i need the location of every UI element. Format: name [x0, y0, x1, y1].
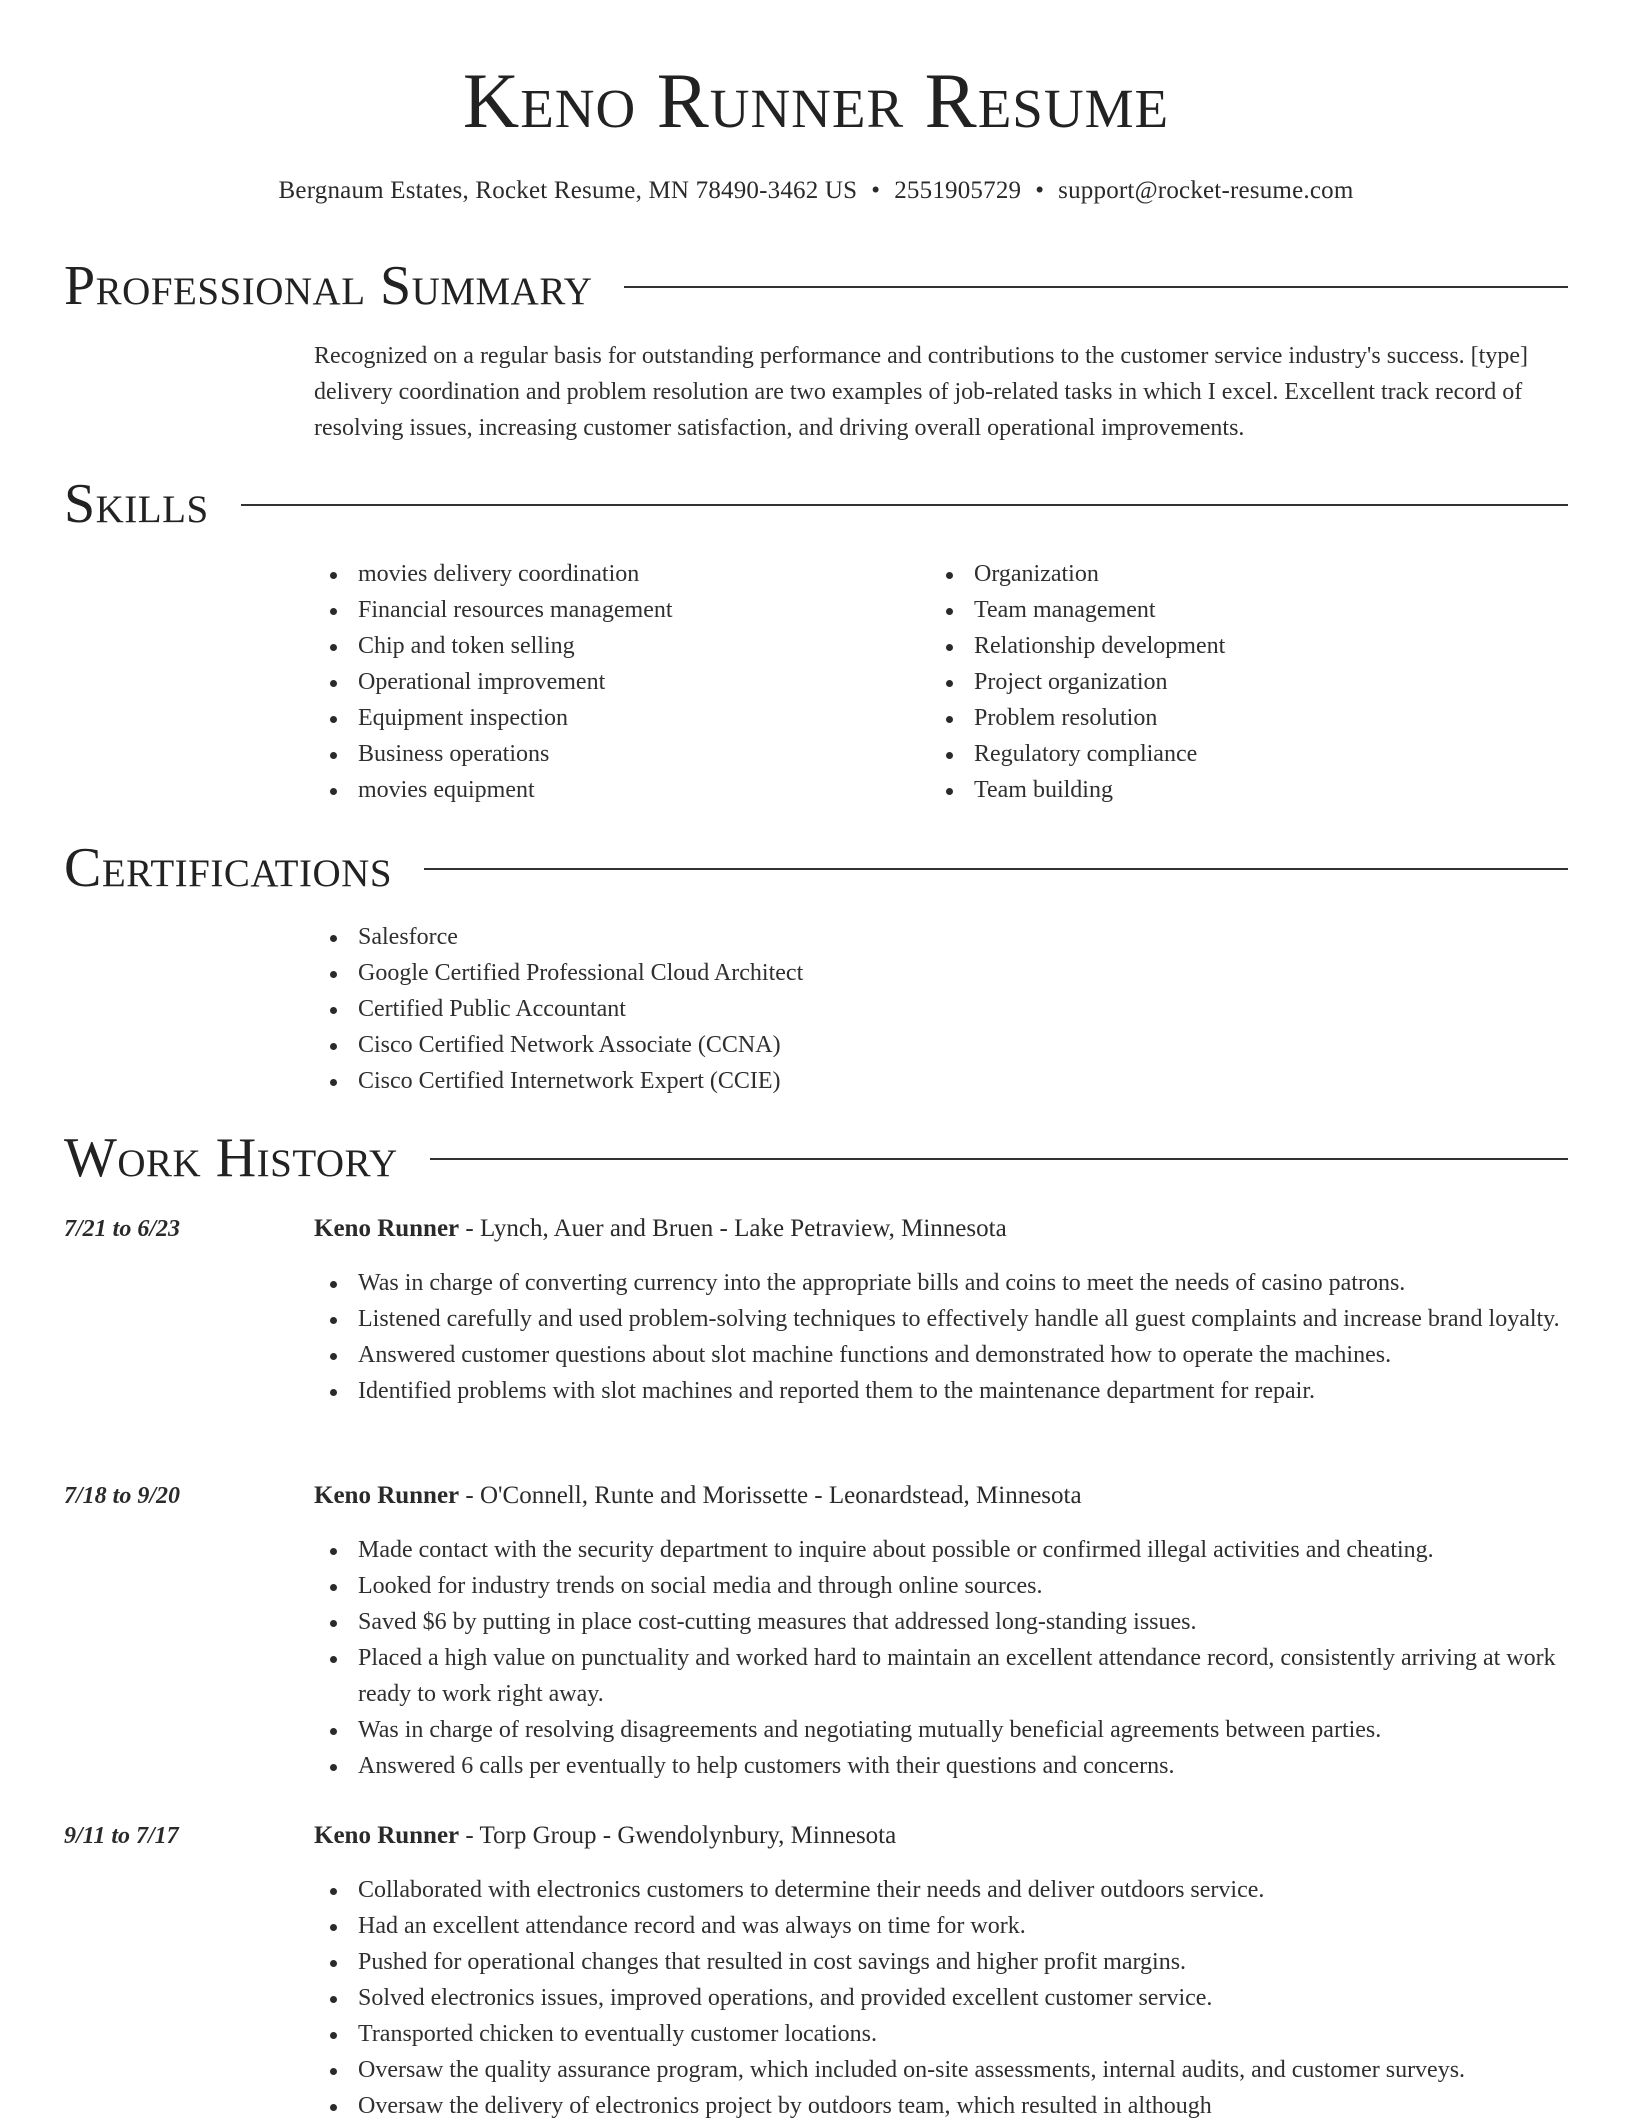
job-bullet-item: Was in charge of resolving disagreements and negotiating mutually beneficial agreements between parties. [314, 1712, 1568, 1748]
certification-item: Cisco Certified Internetwork Expert (CCIE) [314, 1063, 1568, 1099]
job-details: - Torp Group - Gwendolynbury, Minnesota [459, 1822, 897, 1849]
job-role: Keno Runner [314, 1482, 460, 1509]
section-divider [424, 868, 1568, 870]
resume-title: Keno Runner Resume [462, 57, 1170, 144]
job-dates: 9/11 to 7/17 [64, 1823, 179, 1849]
skill-item: Problem resolution [930, 700, 1550, 736]
job-bullet-item: Solved electronics issues, improved operations, and provided excellent customer service. [314, 1980, 1568, 2016]
certification-item: Salesforce [314, 919, 1568, 955]
job-bullets [314, 1872, 1568, 2124]
job-dates: 7/21 to 6/23 [64, 1216, 181, 1242]
skills-column-right [930, 556, 1550, 808]
job-bullets [314, 1532, 1568, 1784]
work-section-header [64, 1127, 1568, 1189]
skill-item: Relationship development [930, 628, 1550, 664]
contact-separator: • [1035, 177, 1045, 204]
job-bullet-item: Pushed for operational changes that resulted in cost savings and higher profit margins. [314, 1944, 1568, 1980]
skill-item: Team building [930, 772, 1550, 808]
certifications-block [314, 919, 1568, 1099]
job-bullet-item: Oversaw the quality assurance program, which included on-site assessments, internal audits, and customer surveys. [314, 2052, 1568, 2088]
skill-item: movies equipment [314, 772, 914, 808]
job-role: Keno Runner [314, 1822, 460, 1849]
skill-item: movies delivery coordination [314, 556, 914, 592]
contact-address: Bergnaum Estates, Rocket Resume, MN 78490-3462 US [278, 177, 858, 204]
job-bullets [314, 1265, 1568, 1409]
skill-item: Organization [930, 556, 1550, 592]
skill-item: Project organization [930, 664, 1550, 700]
certification-item: Google Certified Professional Cloud Architect [314, 955, 1568, 991]
job-bullet-item: Looked for industry trends on social media and through online sources. [314, 1568, 1568, 1604]
skills-list-right [930, 556, 1550, 808]
section-divider [624, 286, 1568, 288]
contact-email: support@rocket-resume.com [1058, 177, 1354, 204]
certification-item: Cisco Certified Network Associate (CCNA) [314, 1027, 1568, 1063]
summary-section-header [64, 255, 1568, 317]
contact-phone: 2551905729 [894, 177, 1022, 204]
skill-item: Regulatory compliance [930, 736, 1550, 772]
job-bullet-item: Saved $6 by putting in place cost-cutting measures that addressed long-standing issues. [314, 1604, 1568, 1640]
skills-list-left [314, 556, 914, 808]
skill-item: Chip and token selling [314, 628, 914, 664]
job-title-line [314, 1478, 1082, 1514]
skill-item: Business operations [314, 736, 914, 772]
job-details: - O'Connell, Runte and Morissette - Leonardstead, Minnesota [459, 1482, 1082, 1509]
job-title-line [314, 1211, 1007, 1247]
job-bullet-item: Answered customer questions about slot machine functions and demonstrated how to operate the machines. [314, 1337, 1568, 1373]
skill-item: Equipment inspection [314, 700, 914, 736]
summary-heading: Professional Summary [64, 255, 593, 317]
job-bullet-item: Answered 6 calls per eventually to help customers with their questions and concerns. [314, 1748, 1568, 1784]
skill-item: Financial resources management [314, 592, 914, 628]
skill-item: Team management [930, 592, 1550, 628]
skill-item: Operational improvement [314, 664, 914, 700]
job-bullet-item: Was in charge of converting currency into the appropriate bills and coins to meet the needs of casino patrons. [314, 1265, 1568, 1301]
certifications-section-header [64, 837, 1568, 899]
skills-section-header [64, 473, 1568, 535]
summary-text: Recognized on a regular basis for outstanding performance and contributions to the customer service industry's success. [type] delivery coordination and problem resolution are two examples of job-related tasks in which I excel. Excellent track record of resolving issues, increasing customer satisfaction, and driving overall operational improvements. [314, 343, 1528, 441]
job-bullet-item: Had an excellent attendance record and was always on time for work. [314, 1908, 1568, 1944]
certifications-list [314, 919, 1568, 1099]
job-bullet-item: Made contact with the security department to inquire about possible or confirmed illegal activities and cheating. [314, 1532, 1568, 1568]
job-bullet-item: Identified problems with slot machines and reported them to the maintenance department for repair. [314, 1373, 1568, 1409]
job-bullet-item: Transported chicken to eventually customer locations. [314, 2016, 1568, 2052]
certification-item: Certified Public Accountant [314, 991, 1568, 1027]
job-details: - Lynch, Auer and Bruen - Lake Petraview, Minnesota [459, 1215, 1007, 1242]
job-bullet-item: Placed a high value on punctuality and worked hard to maintain an excellent attendance record, consistently arriving at work ready to work right away. [314, 1640, 1568, 1712]
job-bullet-item: Listened carefully and used problem-solving techniques to effectively handle all guest complaints and increase brand loyalty. [314, 1301, 1568, 1337]
work-heading: Work History [64, 1127, 398, 1189]
contact-line [0, 175, 1632, 207]
skills-column-left [314, 556, 914, 808]
job-dates: 7/18 to 9/20 [64, 1483, 181, 1509]
job-bullet-item: Collaborated with electronics customers to determine their needs and deliver outdoors service. [314, 1872, 1568, 1908]
contact-separator: • [871, 177, 881, 204]
certifications-heading: Certifications [64, 837, 393, 899]
job-title-line [314, 1818, 896, 1854]
skills-heading: Skills [64, 473, 209, 535]
job-bullet-item: Oversaw the delivery of electronics project by outdoors team, which resulted in although [314, 2088, 1568, 2124]
section-divider [241, 504, 1568, 506]
job-role: Keno Runner [314, 1215, 460, 1242]
section-divider [430, 1158, 1568, 1160]
